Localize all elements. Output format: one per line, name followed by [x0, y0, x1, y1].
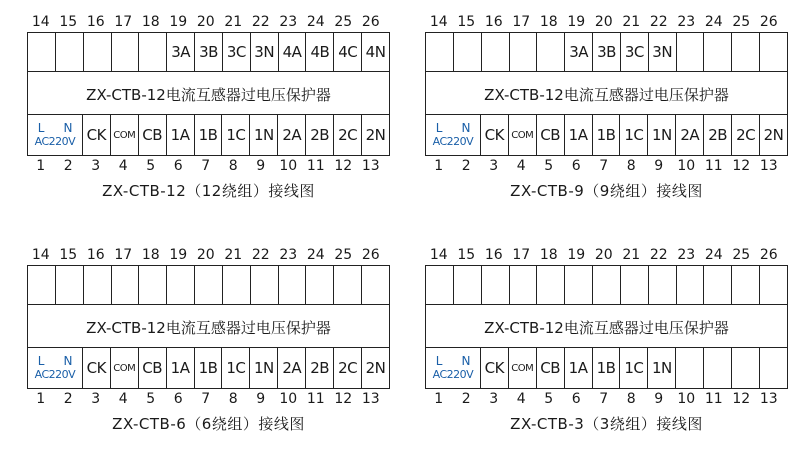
- terminal-number: 20: [196, 247, 215, 263]
- terminal-number: 21: [224, 247, 243, 263]
- power-voltage-label: AC220V: [34, 368, 76, 381]
- terminal-number: 2: [461, 158, 471, 174]
- terminal-cell: 2C: [334, 348, 362, 388]
- top-terminal-row: [28, 266, 389, 305]
- terminal-block: [425, 32, 788, 156]
- terminal-cell: COM: [509, 115, 537, 155]
- terminal-cell: 1B: [593, 115, 621, 155]
- terminal-number: 26: [759, 14, 778, 30]
- power-n-label: N: [63, 121, 73, 135]
- terminal-cell: CB: [537, 115, 565, 155]
- terminal-number: 23: [677, 14, 696, 30]
- terminal-cell: [510, 33, 538, 71]
- terminal-cell: [704, 348, 732, 388]
- terminal-number: 22: [649, 247, 668, 263]
- terminal-number: 17: [512, 247, 531, 263]
- top-terminal-row: [426, 266, 787, 305]
- terminal-cell: 1C: [222, 115, 250, 155]
- terminal-cell: [454, 33, 482, 71]
- terminal-number: 2: [63, 391, 73, 407]
- terminal-number: 14: [31, 247, 50, 263]
- bottom-terminal-row: [28, 114, 389, 155]
- terminal-number: 22: [649, 14, 668, 30]
- terminal-cell: 2B: [306, 115, 334, 155]
- terminal-cell: COM: [111, 348, 139, 388]
- terminal-number: 8: [626, 391, 636, 407]
- terminal-number: 23: [279, 14, 298, 30]
- terminal-cell: 1B: [195, 115, 223, 155]
- terminal-number: 3: [489, 391, 499, 407]
- terminal-cell: 1A: [565, 115, 593, 155]
- terminal-number: 26: [361, 14, 380, 30]
- terminal-number: 20: [196, 14, 215, 30]
- bottom-terminal-row: [28, 347, 389, 388]
- power-terminal: [426, 115, 481, 155]
- terminal-number: 22: [251, 14, 270, 30]
- terminal-cell: 1A: [167, 115, 195, 155]
- terminal-number: 26: [759, 247, 778, 263]
- terminal-block: [27, 265, 390, 389]
- terminal-cell: [334, 266, 362, 304]
- terminal-cell: [251, 266, 279, 304]
- terminal-cell: 3B: [195, 33, 223, 71]
- terminal-number: 24: [306, 247, 325, 263]
- terminal-number: 14: [31, 14, 50, 30]
- terminal-cell: [732, 33, 760, 71]
- terminal-cell: [112, 33, 140, 71]
- terminal-number: 3: [91, 391, 101, 407]
- terminal-cell: [195, 266, 223, 304]
- terminal-cell: CK: [83, 115, 111, 155]
- top-terminal-row: [426, 33, 787, 72]
- terminal-cell: 1C: [620, 115, 648, 155]
- terminal-cell: [593, 266, 621, 304]
- terminal-cell: 1N: [250, 348, 278, 388]
- terminal-number: 17: [512, 14, 531, 30]
- terminal-number: 19: [567, 14, 586, 30]
- power-l-label: L: [435, 121, 442, 135]
- power-voltage-label: AC220V: [432, 368, 474, 381]
- terminal-cell: [537, 266, 565, 304]
- terminal-number: 9: [256, 158, 266, 174]
- panel-caption: ZX-CTB-3（3绕组）接线图: [510, 415, 703, 433]
- terminal-number: 15: [59, 14, 78, 30]
- terminal-number: 20: [594, 247, 613, 263]
- terminal-number: 5: [146, 158, 156, 174]
- power-n-label: N: [461, 121, 471, 135]
- terminal-cell: 2B: [704, 115, 732, 155]
- terminal-cell: 4N: [365, 43, 386, 61]
- terminal-cell: 1A: [565, 348, 593, 388]
- terminal-cell: 1N: [250, 115, 278, 155]
- terminal-number: 7: [599, 158, 609, 174]
- terminal-number: 26: [361, 247, 380, 263]
- terminal-number: 15: [59, 247, 78, 263]
- terminal-cell: CK: [481, 115, 509, 155]
- terminal-cell: [760, 348, 787, 388]
- terminal-number: 24: [704, 14, 723, 30]
- terminal-number: 19: [567, 247, 586, 263]
- terminal-cell: 3C: [223, 33, 251, 71]
- terminal-number: 9: [256, 391, 266, 407]
- terminal-cell: [426, 266, 454, 304]
- terminal-number: 18: [141, 14, 160, 30]
- terminal-number: 9: [654, 391, 664, 407]
- bottom-terminal-row: [426, 347, 787, 388]
- terminal-cell: 3A: [565, 33, 593, 71]
- terminal-cell: [732, 348, 760, 388]
- terminal-number: 18: [539, 14, 558, 30]
- wiring-panel: [425, 245, 788, 434]
- terminal-cell: [537, 33, 565, 71]
- terminal-number: 16: [86, 14, 105, 30]
- terminal-cell: [704, 266, 732, 304]
- top-terminal-numbers: [425, 245, 788, 265]
- terminal-number: 12: [334, 391, 353, 407]
- terminal-number: 13: [759, 391, 778, 407]
- terminal-number: 6: [173, 391, 183, 407]
- terminal-cell: 2N: [763, 126, 784, 144]
- bottom-terminal-row: [426, 114, 787, 155]
- terminal-number: 24: [704, 247, 723, 263]
- device-label: ZX-CTB-12电流互感器过电压保护器: [484, 85, 729, 104]
- terminal-cell: 2A: [278, 348, 306, 388]
- power-terminal: [28, 115, 83, 155]
- terminal-cell: 3N: [251, 33, 279, 71]
- terminal-number: 12: [334, 158, 353, 174]
- terminal-cell: 1C: [222, 348, 250, 388]
- terminal-number: 5: [544, 158, 554, 174]
- terminal-number: 7: [201, 391, 211, 407]
- terminal-number: 12: [732, 158, 751, 174]
- terminal-cell: 1N: [648, 348, 676, 388]
- terminal-cell: 3A: [167, 33, 195, 71]
- terminal-number: 2: [461, 391, 471, 407]
- terminal-number: 10: [677, 158, 696, 174]
- panel-caption: ZX-CTB-6（6绕组）接线图: [112, 415, 305, 433]
- power-l-label: L: [435, 354, 442, 368]
- terminal-cell: 1N: [648, 115, 676, 155]
- power-l-label: L: [37, 121, 44, 135]
- terminal-cell: CB: [139, 348, 167, 388]
- terminal-cell: 4C: [334, 33, 362, 71]
- terminal-number: 21: [224, 14, 243, 30]
- terminal-number: 22: [251, 247, 270, 263]
- terminal-number: 17: [114, 247, 133, 263]
- terminal-cell: [677, 266, 705, 304]
- power-voltage-label: AC220V: [34, 135, 76, 148]
- terminal-cell: [649, 266, 677, 304]
- terminal-cell: 3B: [593, 33, 621, 71]
- terminal-number: 1: [36, 391, 46, 407]
- terminal-cell: [112, 266, 140, 304]
- top-terminal-numbers: [425, 12, 788, 32]
- terminal-number: 8: [228, 391, 238, 407]
- device-label: ZX-CTB-12电流互感器过电压保护器: [484, 318, 729, 337]
- terminal-cell: [139, 266, 167, 304]
- terminal-number: 1: [434, 391, 444, 407]
- terminal-cell: COM: [111, 115, 139, 155]
- terminal-cell: [279, 266, 307, 304]
- terminal-cell: 2C: [732, 115, 760, 155]
- terminal-number: 23: [677, 247, 696, 263]
- power-l-label: L: [37, 354, 44, 368]
- terminal-cell: [621, 266, 649, 304]
- terminal-cell: [704, 33, 732, 71]
- terminal-cell: [167, 266, 195, 304]
- terminal-number: 4: [118, 158, 128, 174]
- terminal-cell: [84, 266, 112, 304]
- terminal-number: 8: [626, 158, 636, 174]
- terminal-cell: COM: [509, 348, 537, 388]
- terminal-number: 19: [169, 14, 188, 30]
- power-terminal-ln: [426, 354, 480, 368]
- terminal-number: 21: [622, 247, 641, 263]
- terminal-block: [27, 32, 390, 156]
- terminal-number: 13: [361, 391, 380, 407]
- terminal-number: 6: [571, 391, 581, 407]
- terminal-cell: CK: [83, 348, 111, 388]
- terminal-cell: 2N: [365, 126, 386, 144]
- terminal-number: 14: [429, 247, 448, 263]
- terminal-cell: [454, 266, 482, 304]
- terminal-number: 1: [434, 158, 444, 174]
- terminal-number: 9: [654, 158, 664, 174]
- power-n-label: N: [63, 354, 73, 368]
- terminal-number: 15: [457, 14, 476, 30]
- terminal-cell: [482, 266, 510, 304]
- terminal-number: 15: [457, 247, 476, 263]
- terminal-cell: CB: [139, 115, 167, 155]
- terminal-cell: [306, 266, 334, 304]
- device-label: ZX-CTB-12电流互感器过电压保护器: [86, 85, 331, 104]
- terminal-cell: 3N: [649, 33, 677, 71]
- power-terminal: [28, 348, 83, 388]
- bottom-terminal-numbers: [425, 389, 788, 409]
- terminal-cell: CB: [537, 348, 565, 388]
- terminal-number: 11: [704, 391, 723, 407]
- terminal-number: 18: [539, 247, 558, 263]
- terminal-cell: [56, 266, 84, 304]
- top-terminal-numbers: [27, 245, 390, 265]
- terminal-cell: 2C: [334, 115, 362, 155]
- terminal-number: 12: [732, 391, 751, 407]
- terminal-cell: 4A: [279, 33, 307, 71]
- terminal-number: 13: [361, 158, 380, 174]
- terminal-number: 11: [704, 158, 723, 174]
- terminal-cell: [565, 266, 593, 304]
- bottom-terminal-numbers: [27, 389, 390, 409]
- terminal-cell: [28, 266, 56, 304]
- terminal-number: 11: [306, 158, 325, 174]
- terminal-number: 5: [544, 391, 554, 407]
- terminal-number: 10: [677, 391, 696, 407]
- terminal-cell: [223, 266, 251, 304]
- power-terminal-ln: [28, 121, 82, 135]
- terminal-number: 18: [141, 247, 160, 263]
- terminal-number: 25: [732, 247, 751, 263]
- top-terminal-numbers: [27, 12, 390, 32]
- terminal-cell: 2A: [676, 115, 704, 155]
- terminal-block: [425, 265, 788, 389]
- terminal-cell: [362, 266, 389, 304]
- terminal-number: 7: [599, 391, 609, 407]
- terminal-number: 1: [36, 158, 46, 174]
- terminal-number: 16: [484, 14, 503, 30]
- terminal-number: 8: [228, 158, 238, 174]
- terminal-number: 19: [169, 247, 188, 263]
- terminal-number: 16: [86, 247, 105, 263]
- terminal-cell: [28, 33, 56, 71]
- terminal-number: 21: [622, 14, 641, 30]
- power-n-label: N: [461, 354, 471, 368]
- terminal-cell: [677, 33, 705, 71]
- terminal-cell: [139, 33, 167, 71]
- terminal-number: 4: [118, 391, 128, 407]
- terminal-cell: 4B: [306, 33, 334, 71]
- terminal-cell: [426, 33, 454, 71]
- terminal-number: 5: [146, 391, 156, 407]
- terminal-cell: [482, 33, 510, 71]
- terminal-number: 6: [173, 158, 183, 174]
- power-terminal-ln: [426, 121, 480, 135]
- terminal-number: 17: [114, 14, 133, 30]
- terminal-number: 2: [63, 158, 73, 174]
- terminal-number: 25: [732, 14, 751, 30]
- terminal-cell: [732, 266, 760, 304]
- terminal-cell: [84, 33, 112, 71]
- terminal-cell: [760, 266, 787, 304]
- terminal-cell: [510, 266, 538, 304]
- terminal-number: 11: [306, 391, 325, 407]
- terminal-number: 3: [91, 158, 101, 174]
- terminal-number: 10: [279, 391, 298, 407]
- terminal-cell: [760, 33, 787, 71]
- terminal-cell: 2A: [278, 115, 306, 155]
- terminal-cell: 1C: [620, 348, 648, 388]
- terminal-cell: CK: [481, 348, 509, 388]
- terminal-number: 16: [484, 247, 503, 263]
- device-label: ZX-CTB-12电流互感器过电压保护器: [86, 318, 331, 337]
- terminal-number: 13: [759, 158, 778, 174]
- bottom-terminal-numbers: [425, 156, 788, 176]
- bottom-terminal-numbers: [27, 156, 390, 176]
- terminal-number: 10: [279, 158, 298, 174]
- power-voltage-label: AC220V: [432, 135, 474, 148]
- wiring-panel: [425, 12, 788, 201]
- terminal-cell: 2N: [365, 359, 386, 377]
- terminal-number: 7: [201, 158, 211, 174]
- wiring-panel: [27, 12, 390, 201]
- terminal-cell: [676, 348, 704, 388]
- terminal-number: 20: [594, 14, 613, 30]
- wiring-panel: [27, 245, 390, 434]
- panel-caption: ZX-CTB-9（9绕组）接线图: [510, 182, 703, 200]
- panel-caption: ZX-CTB-12（12绕组）接线图: [102, 182, 315, 200]
- terminal-cell: 3C: [621, 33, 649, 71]
- terminal-cell: 2B: [306, 348, 334, 388]
- power-terminal: [426, 348, 481, 388]
- terminal-cell: 1B: [195, 348, 223, 388]
- terminal-cell: 1A: [167, 348, 195, 388]
- terminal-number: 6: [571, 158, 581, 174]
- terminal-number: 4: [516, 158, 526, 174]
- terminal-number: 3: [489, 158, 499, 174]
- terminal-number: 23: [279, 247, 298, 263]
- terminal-number: 4: [516, 391, 526, 407]
- terminal-number: 25: [334, 14, 353, 30]
- terminal-number: 14: [429, 14, 448, 30]
- terminal-cell: 1B: [593, 348, 621, 388]
- terminal-number: 25: [334, 247, 353, 263]
- terminal-cell: [56, 33, 84, 71]
- terminal-number: 24: [306, 14, 325, 30]
- top-terminal-row: [28, 33, 389, 72]
- power-terminal-ln: [28, 354, 82, 368]
